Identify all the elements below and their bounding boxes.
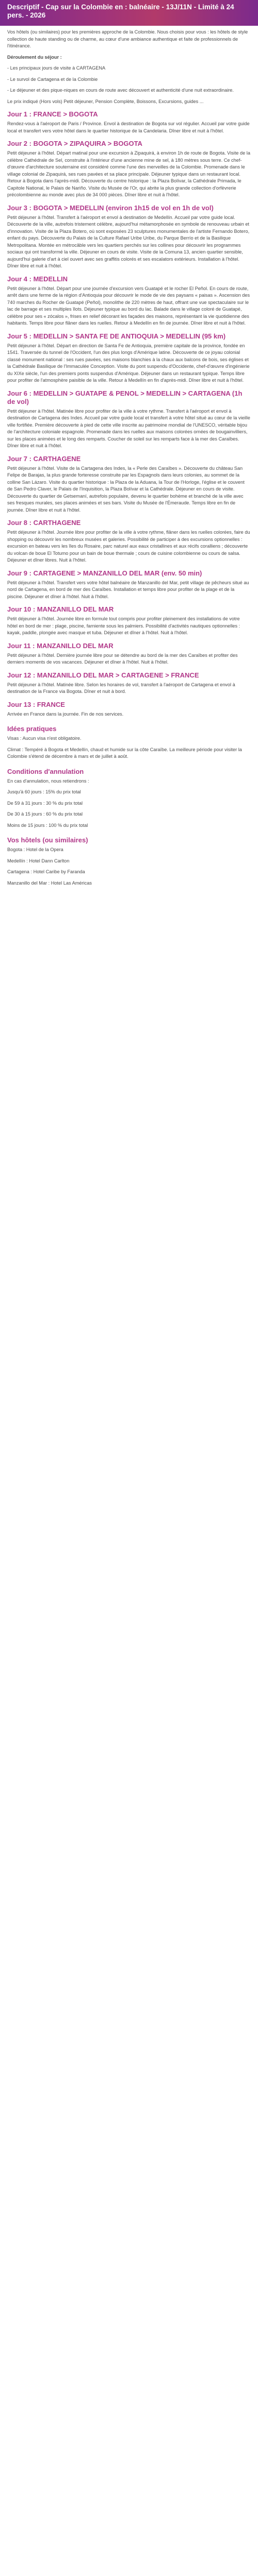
intro-item: - Le déjeuner et des pique-niques en cours de route avec découvert et authenticité d'une nuit extraordinaire.: [7, 88, 234, 93]
day-3: [7, 204, 251, 270]
day-title: Jour 10 : MANZANILLO DEL MAR: [7, 605, 114, 613]
day-9: [7, 569, 251, 601]
day-title: Jour 5 : MEDELLIN > SANTA FE DE ANTIOQUIA > MEDELLIN (95 km): [7, 332, 226, 340]
day-title: Jour 8 : CARTHAGENE: [7, 519, 81, 527]
conditions-intro: En cas d'annulation, nous retiendrons :: [7, 778, 89, 784]
day-title: Jour 9 : CARTAGENE > MANZANILLO DEL MAR (env. 50 min): [7, 569, 202, 577]
day-title: Jour 4 : MEDELLIN: [7, 275, 68, 283]
day-title: Jour 3 : BOGOTA > MEDELLIN (environ 1h15 de vol en 1h de vol): [7, 204, 214, 212]
hotels-section: [7, 836, 251, 887]
day-text: Petit déjeuner à l'hôtel. Transfert vers votre hôtel balnéaire de Manzanillo del Mar, petit village de pêcheurs situé au nord de Cartagena, en bord de mer des Caraïbes. Installation et temps libre pour profiter de la plage et de la piscine. Déjeuner et dîner à l'hôtel. Nuit à l'hôtel.: [7, 580, 249, 599]
hotels-title: Vos hôtels (ou similaires): [7, 836, 88, 844]
day-title: Jour 1 : FRANCE > BOGOTA: [7, 110, 98, 118]
day-text: Petit déjeuner à l'hôtel. Départ matinal pour une excursion à Zipaquirá, à environ 1h de route de Bogota. Visite de la célèbre Cathédrale de Sel, construite à l'intérieur d'une ancienne mine de sel, à 180 mètres sous terre. Ce chef-d'œuvre d'architecture souterraine est considéré comme l'une des merveilles de la Colombie. Promenade dans le village colonial de Zipaquirá, ses rues pavées et sa place principale. Déjeuner typique dans un restaurant local. Retour à Bogota dans l'après-midi. Découverte du centre historique : la Plaza Bolívar, la Cathédrale Primada, le Capitole National, le Palais de Nariño. Visite du Musée de l'Or, qui abrite la plus grande collection d'orfèvrerie précolombienne au monde avec plus de 34 000 pièces. Dîner libre et nuit à l'hôtel.: [7, 150, 250, 197]
day-text: Petit déjeuner à l'hôtel. Matinée libre pour profiter de la ville à votre rythme. Transfert à l'aéroport et envol à destination de Cartagena des Indes. Accueil par votre guide local et transfert à votre hôtel situé au cœur de la vieille ville fortifiée. Première découverte à pied de cette ville inscrite au patrimoine mondial de l'UNESCO, véritable bijou de l'architecture coloniale espagnole. Promenade dans les ruelles aux maisons colorées ornées de bougainvilliers, sur les places animées et le long des remparts. Coucher de soleil sur les remparts face à la mer des Caraïbes. Dîner libre et nuit à l'hôtel.: [7, 408, 250, 448]
day-text: Petit déjeuner à l'hôtel. Journée libre en formule tout compris pour profiter pleinement des installations de votre hôtel en bord de mer : plage, piscine, farniente sous les palmiers. Possibilité d'activités nautiques optionnelles : kayak, paddle, plongée avec masque et tuba. Déjeuner et dîner à l'hôtel. Nuit à l'hôtel.: [7, 616, 240, 635]
day-title: Jour 12 : MANZANILLO DEL MAR > CARTAGENE > FRANCE: [7, 671, 199, 679]
intro-item: - Le survol de Cartagena et de la Colombie: [7, 76, 98, 82]
intro-heading: Déroulement du séjour :: [7, 54, 62, 60]
day-4: [7, 275, 251, 327]
day-title: Jour 13 : FRANCE: [7, 700, 65, 708]
day-12: [7, 671, 251, 696]
conditions-section: [7, 768, 251, 829]
day-1: [7, 110, 251, 134]
day-title: Jour 7 : CARTHAGENE: [7, 454, 81, 463]
hotel-item: Cartagena : Hotel Caribe by Faranda: [7, 869, 85, 874]
conditions-item: Jusqu'à 60 jours : 15% du prix total: [7, 789, 81, 794]
day-title: Jour 11 : MANZANILLO DEL MAR: [7, 641, 114, 650]
ideas-title: Idées pratiques: [7, 725, 57, 733]
day-title: Jour 6 : MEDELLIN > GUATAPE & PENOL > MEDELLIN > CARTAGENA (1h de vol): [7, 389, 243, 405]
day-11: [7, 642, 251, 666]
day-2: [7, 140, 251, 199]
conditions-item: De 30 à 15 jours : 60 % du prix total: [7, 811, 83, 817]
ideas-climate: Climat : Tempéré à Bogota et Medellín, chaud et humide sur la côte Caraïbe. La meilleure période pour visiter la Colombie s'étend de décembre à mars et de juillet à août.: [7, 747, 242, 759]
page-title: Descriptif - Cap sur la Colombie en : balnéaire - 13J/11N - Limité à 24 pers. - 2026: [7, 3, 234, 19]
ideas-visa: Visas : Aucun visa n'est obligatoire.: [7, 736, 82, 741]
conditions-item: De 59 à 31 jours : 30 % du prix total: [7, 800, 83, 806]
day-8: [7, 519, 251, 564]
conditions-title: Conditions d'annulation: [7, 767, 84, 775]
day-text: Petit déjeuner à l'hôtel. Départ en direction de Santa Fe de Antioquia, première capitale de la province, fondée en 1541. Traversée du tunnel de l'Occident, l'un des plus longs d'Amérique latine. Découverte de ce joyau colonial classé monument national : ses rues pavées, ses maisons blanchies à la chaux aux balcons de bois, ses églises et la Cathédrale Basilique de l'Immaculée Conception. Visite du pont suspendu d'Occidente, chef-d'œuvre d'ingénierie du XIXe siècle, l'un des premiers ponts suspendus d'Amérique. Déjeuner dans un restaurant typique. Temps libre pour profiter de l'atmosphère paisible de la ville. Retour à Medellín en fin d'après-midi. Dîner libre et nuit à l'hôtel.: [7, 343, 250, 383]
hotel-item: Manzanillo del Mar : Hotel Las Américas: [7, 880, 92, 886]
day-6: [7, 389, 251, 450]
day-text: Arrivée en France dans la journée. Fin de nos services.: [7, 711, 124, 717]
day-text: Petit déjeuner à l'hôtel. Dernière journée libre pour se détendre au bord de la mer des Caraïbes et profiter des derniers moments de vos vacances. Déjeuner et dîner à l'hôtel. Nuit à l'hôtel.: [7, 652, 238, 665]
hotel-item: Bogota : Hotel de la Opera: [7, 847, 63, 852]
main-content: [0, 26, 258, 887]
hotel-item: Medellín : Hotel Dann Carlton: [7, 858, 70, 863]
ideas-section: [7, 725, 251, 760]
intro-item: - Les principaux jours de visite à CARTAGENA: [7, 65, 106, 71]
page-banner: [0, 0, 258, 26]
day-title: Jour 2 : BOGOTA > ZIPAQUIRA > BOGOTA: [7, 140, 142, 147]
day-text: Petit déjeuner à l'hôtel. Journée libre pour profiter de la ville à votre rythme, flâner dans les ruelles colorées, faire du shopping ou découvrir les nombreux musées et galeries. Possibilité de participer à des excursions optionnelles : excursion en bateau vers les îles du Rosaire, parc naturel aux eaux cristallines et aux récifs coralliens ; découverte du volcan de boue El Totumo pour un bain de boue thermale ; cours de cuisine colombienne ou cours de salsa. Déjeuner et dîner libres. Nuit à l'hôtel.: [7, 530, 250, 563]
intro-paragraph: Vos hôtels (ou similaires) pour les premières approche de la Colombie. Nous choisis pour vous : les hôtels de style collection de haute standing ou de charme, au cœur d'une ambiance authentique et faite de professionnels de l'itinérance.: [7, 29, 248, 48]
day-text: Petit déjeuner à l'hôtel. Visite de la Cartagena des Indes, la « Perle des Caraïbes ». Découverte du château San Felipe de Barajas, la plus grande forteresse construite par les Espagnols dans leurs colonies, au sommet de la colline San Lázaro. Visite du quartier historique : la Plaza de la Aduana, la Tour de l'Horloge, l'église et le couvent de San Pedro Claver, le Palais de l'Inquisition, la Plaza Bolívar et la Cathédrale. Déjeuner en cours de visite. Découverte du quartier de Getsemaní, autrefois populaire, devenu le quartier bohème et branché de la ville avec ses fresques murales, ses places animées et ses bars. Visite du Musée de l'Émeraude. Temps libre en fin de journée. Dîner libre et nuit à l'hôtel.: [7, 465, 245, 513]
conditions-item: Moins de 15 jours : 100 % du prix total: [7, 822, 88, 828]
day-13: [7, 701, 251, 718]
day-7: [7, 455, 251, 514]
day-5: [7, 332, 251, 384]
day-text: Petit déjeuner à l'hôtel. Transfert à l'aéroport et envol à destination de Medellín. Accueil par votre guide local. Découverte de la ville, autrefois tristement célèbre, aujourd'hui métamorphosée en symbole de renouveau urbain et d'innovation. Visite de la Plaza Botero, où sont exposées 23 sculptures monumentales de l'artiste Fernando Botero, enfant du pays. Découverte du Palais de la Culture Rafael Uribe Uribe, du Parque Berrío et de la Basilique Metropolitana. Montée en métrocâble vers les quartiers perchés sur les collines pour découvrir les programmes sociaux qui ont transformé la ville. Déjeuner en cours de visite. Visite de la Comuna 13, ancien quartier sensible, aujourd'hui galerie d'art à ciel ouvert avec ses graffitis colorés et ses escalators extérieurs. Installation à l'hôtel. Dîner libre et nuit à l'hôtel.: [7, 214, 250, 268]
intro-price-note: Le prix indiqué (Hors vols) Petit déjeuner, Pension Complète, Boissons, Excursions, guides ...: [7, 98, 204, 104]
day-text: Rendez-vous à l'aéroport de Paris / Province. Envol à destination de Bogota sur vol régulier. Accueil par votre guide local et transfert vers votre hôtel dans le quartier historique de la Candelaria. Dîner libre et nuit à l'hôtel.: [7, 121, 250, 133]
day-text: Petit déjeuner à l'hôtel. Départ pour une journée d'excursion vers Guatapé et le rocher El Peñol. En cours de route, arrêt dans une ferme de la région d'Antioquia pour découvrir le mode de vie des paysans « paisas ». Ascension des 740 marches du Rocher de Guatapé (Peñol), monolithe de 220 mètres de haut, offrant une vue spectaculaire sur le lac de barrage et ses multiples îlots. Déjeuner typique au bord du lac. Balade dans le village coloré de Guatapé, célèbre pour ses « zócalos », frises en relief décorant les façades des maisons, représentant la vie quotidienne des habitants. Temps libre pour flâner dans les ruelles. Retour à Medellín en fin de journée. Dîner libre et nuit à l'hôtel.: [7, 285, 250, 326]
day-text: Petit déjeuner à l'hôtel. Matinée libre. Selon les horaires de vol, transfert à l'aéroport de Cartagena et envol à destination de la France via Bogota. Dîner et nuit à bord.: [7, 682, 235, 694]
day-10: [7, 605, 251, 637]
